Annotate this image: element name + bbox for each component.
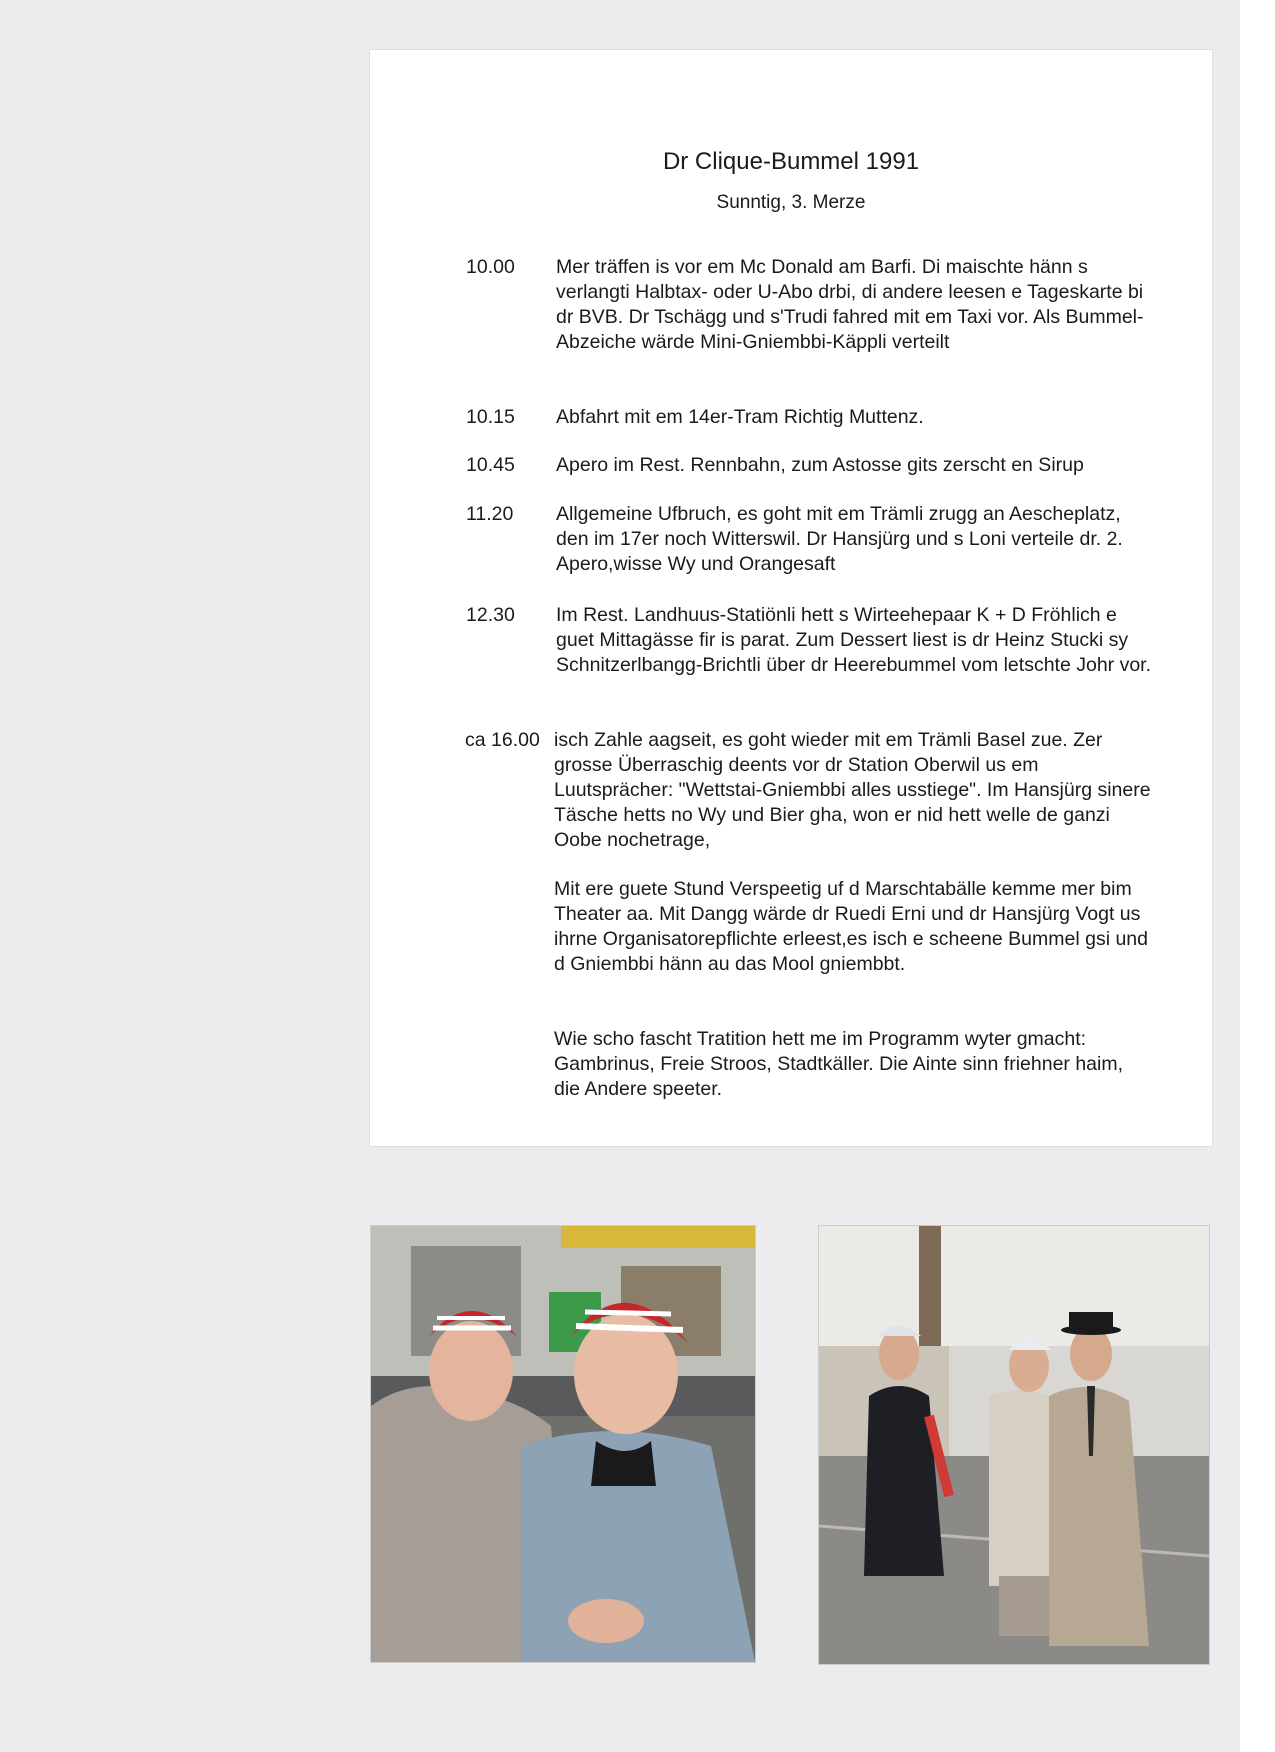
entry-time: ca 16.00 (465, 729, 540, 751)
photo-three-men (818, 1225, 1210, 1665)
entry-text: Apero im Rest. Rennbahn, zum Astosse gits zersch​t en Sirup (556, 454, 1084, 476)
entry-text: Im Rest. Landhuus-Statiönli hett s Wirteehepaar K + D Fröhlich e guet Mittagässe fir is parat. Zum Dessert liest is dr Heinz Stucki sy Schnitzerlbangg-Brichtli über dr Heerebummel vom letschte Johr vor. (556, 604, 1152, 676)
document-subtitle: Sunntig, 3. Merze (716, 192, 866, 213)
entry-time: 10.45 (466, 454, 515, 476)
entry-time: 10.00 (466, 256, 515, 278)
entry-text: isch Zahle aagseit, es goht wieder mit em Trämli Basel zue. Zer grosse Überraschig deents vor dr Station Oberwil us em Luutsprächer: "Wettstai-Gniembbi alles usstiege". Im Hansjürg sinere Täsche hetts no Wy und Bier gha, won er nid hett welle de ganzi Oobe nochetrage, (554, 729, 1151, 851)
entry-text: Allgemeine Ufbruch, es goht mit em Trämli zrugg an Aescheplatz, den im 17er noch Witterswil. Dr Hansjürg und s Loni verteile dr. 2. Apero,wisse Wy und Orangesaft (556, 503, 1123, 575)
page-edge (1240, 0, 1275, 1752)
entry-time: 10.15 (466, 406, 515, 428)
document-title: Dr Clique-Bummel 1991 (662, 148, 920, 175)
entry-text: Mit ere guete Stund Verspeetig uf d Marschtabälle kemme mer bim Theater aa. Mit Dangg wärde dr Ruedi Erni und dr Hansjürg Vogt us ihrne Organisatorepflichte erleest,es isch e scheene Bummel gsi und d Gniembbi hänn au das Mool gniembbt. (554, 878, 1148, 975)
entry-text: Abfahrt mit em 14er-Tram Richtig Muttenz. (556, 406, 924, 428)
photo-two-women (370, 1225, 756, 1663)
entry-text: Mer träffen is vor em Mc Donald am Barfi. Di maischte hänn s verlangti Halbtax- oder U-Abo drbi, di andere leesen e Tageskarte bi dr BVB. Dr Tschägg und s'Trudi fahred mit em Taxi vor. Als Bummel-Abzeiche wärde Mini-Gniembbi-Käppli verteilt (556, 256, 1144, 353)
entry-time: 12.30 (466, 604, 515, 626)
entry-time: 11.20 (466, 503, 514, 525)
document-sheet (370, 50, 1212, 1146)
entry-text: Wie scho fascht Tratition hett me im Programm wyter gmacht: Gambrinus, Freie Stroos, Stadtkäller. Die Ainte sinn friehner haim, die Andere speeter. (554, 1028, 1124, 1100)
